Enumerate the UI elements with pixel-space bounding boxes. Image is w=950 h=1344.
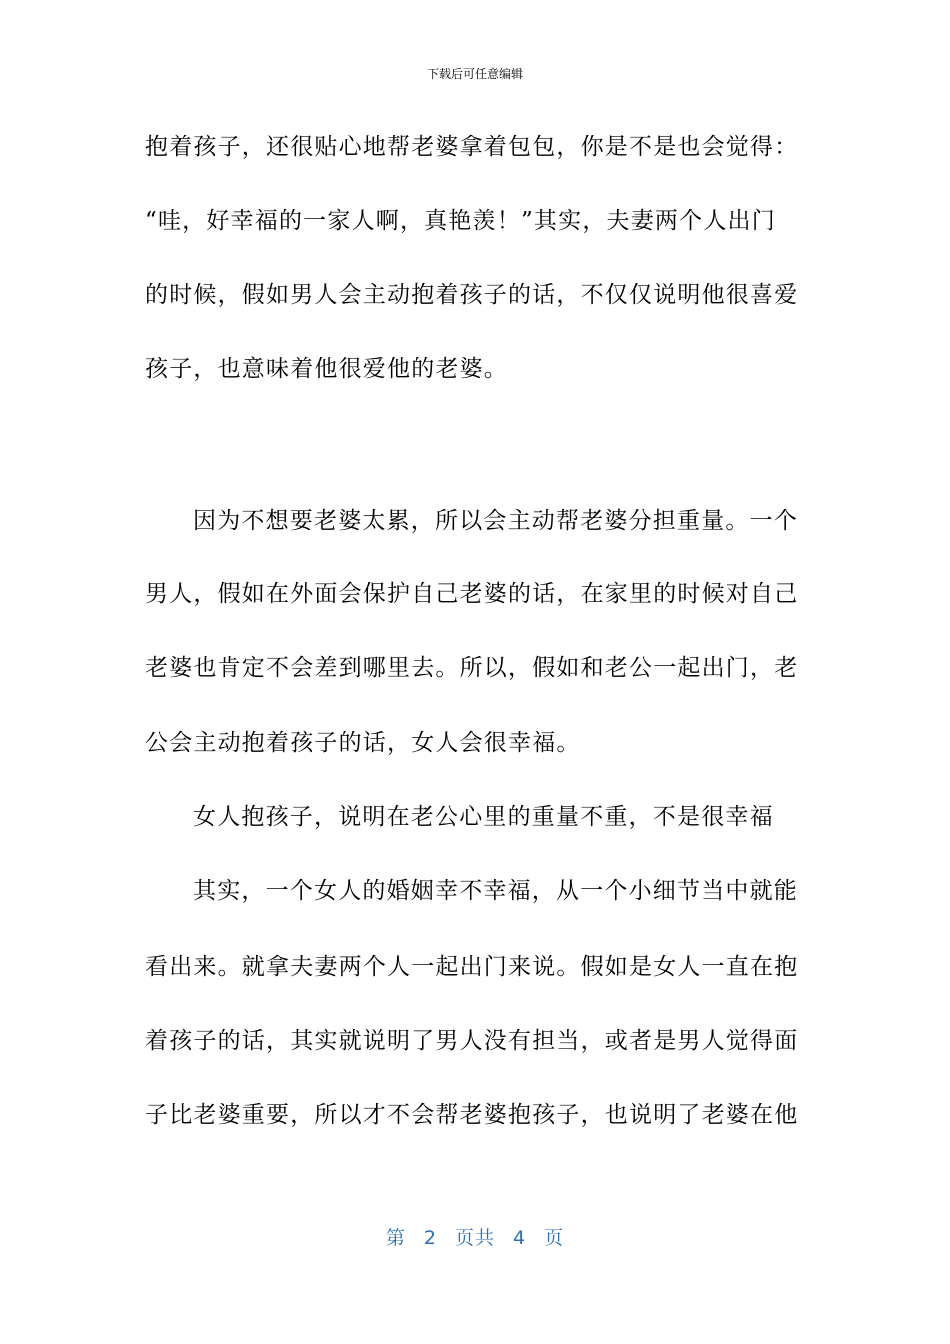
footer-total-pages: 4 xyxy=(513,1227,527,1249)
paragraph-2-line-4: 公会主动抱着孩子的话，女人会很幸福。 xyxy=(145,730,581,756)
footer-prefix: 第 xyxy=(385,1227,406,1249)
paragraph-2-line-1: 因为不想要老婆太累，所以会主动帮老婆分担重量。一个 xyxy=(193,508,798,534)
paragraph-1-line-2: “哇，好幸福的一家人啊，真艳羡！”其实，夫妻两个人出门 xyxy=(145,208,776,234)
section-heading: 女人抱孩子，说明在老公心里的重量不重，不是很幸福 xyxy=(193,804,774,830)
footer-mid: 页共 xyxy=(454,1227,495,1249)
paragraph-4-line-4: 子比老婆重要，所以才不会帮老婆抱孩子，也说明了老婆在他 xyxy=(145,1102,799,1128)
paragraph-2-line-2: 男人，假如在外面会保护自己老婆的话，在家里的时候对自己 xyxy=(145,581,799,607)
footer-page-number: 2 xyxy=(423,1227,437,1249)
paragraph-4-line-1: 其实，一个女人的婚姻幸不幸福，从一个小细节当中就能 xyxy=(193,878,798,904)
page-footer xyxy=(0,1226,950,1250)
paragraph-2-line-3: 老婆也肯定不会差到哪里去。所以，假如和老公一起出门，老 xyxy=(145,655,799,681)
paragraph-1-line-3: 的时候，假如男人会主动抱着孩子的话，不仅仅说明他很喜爱 xyxy=(145,282,799,308)
paragraph-1-line-1: 抱着孩子，还很贴心地帮老婆拿着包包，你是不是也会觉得： xyxy=(145,134,799,160)
footer-suffix: 页 xyxy=(544,1227,565,1249)
paragraph-4-line-2: 看出来。就拿夫妻两个人一起出门来说。假如是女人一直在抱 xyxy=(145,954,799,980)
paragraph-4-line-3: 着孩子的话，其实就说明了男人没有担当，或者是男人觉得面 xyxy=(145,1028,799,1054)
page-header: 下载后可任意编辑 xyxy=(426,67,523,81)
paragraph-1-line-4: 孩子，也意味着他很爱他的老婆。 xyxy=(145,356,508,382)
